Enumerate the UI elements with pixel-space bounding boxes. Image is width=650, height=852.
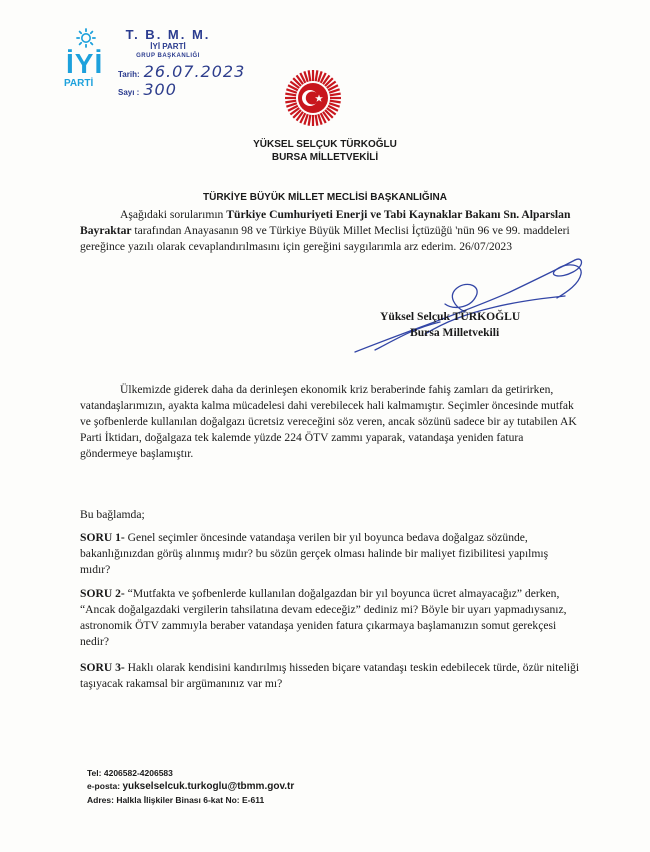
stamp-date-row — [118, 62, 245, 81]
question-1-label: SORU 1- — [80, 531, 125, 544]
question-1-text: Genel seçimler öncesinde vatandaşa verilen bir yıl boyunca bedava doğalgaz sözünde, bakanlığınızdan görüş alınmış mıdır? bu sözün gerçek olması halinde bir maliyet fizibilitesi yapılmış mıdır? — [80, 531, 549, 576]
sender-name: YÜKSEL SELÇUK TÜRKOĞLU — [253, 139, 397, 150]
stamp-number-row — [118, 80, 177, 99]
question-3-text: Haklı olarak kendisini kandırılmış hisseden biçare vatandaşı teskin edebilecek türde, özür niteliği taşıyacak rakamsal bir argümanınız var mı? — [80, 661, 580, 690]
intro-text-2: tarafından Anayasanın 98 ve Türkiye Büyük Millet Meclisi İçtüzüğü 'nün 96 ve 99. maddeleri gereğince yazılı olarak cevaplandırılmasını için gereğini saygılarımla arz ederim. 26/07/2023 — [80, 224, 570, 253]
address-label: Adres: — [87, 795, 114, 805]
contact-address — [87, 795, 264, 805]
tbmm-emblem-icon — [283, 68, 343, 128]
stamp-line-2: İYİ PARTİ — [150, 42, 186, 51]
question-2-text: “Mutfakta ve şofbenlerde kullanılan doğalgazdan bir yıl boyunca ücret almayacağız” derken, “Ancak doğalgazdaki vergilerin tahsilatına devam edeceğiz” dediniz mi? Böyle bir uyarı yapmadıysanız, astronomik ÖTV zammıyla beraber vatandaşa yeniden fatura çıkarmaya başlamanızın somut gerekçesi nedir? — [80, 587, 567, 648]
contact-phone — [87, 768, 173, 778]
logo-wordmark: İYİ — [66, 48, 104, 79]
question-3 — [80, 660, 580, 692]
email-label: e-posta: — [87, 781, 121, 791]
party-stamp — [118, 28, 218, 60]
phone-value: 4206582-4206583 — [103, 768, 173, 778]
logo-subtext: PARTİ — [64, 78, 94, 89]
stamp-line-1: T. B. M. M. — [125, 27, 211, 42]
intro-paragraph — [80, 207, 580, 255]
context-line: Bu bağlamda; — [80, 508, 145, 521]
sun-icon — [76, 28, 96, 48]
contact-email — [87, 781, 294, 792]
sender-title: BURSA MİLLETVEKİLİ — [271, 152, 379, 163]
addressee: TÜRKİYE BÜYÜK MİLLET MECLİSİ BAŞKANLIĞINA — [203, 192, 447, 203]
address-value: Halkla İlişkiler Binası 6-kat No: E-611 — [116, 795, 265, 805]
iyi-party-logo — [62, 28, 108, 92]
phone-label: Tel: — [87, 768, 102, 778]
body-paragraph — [80, 382, 580, 462]
question-1 — [80, 530, 580, 578]
question-3-label: SORU 3- — [80, 661, 125, 674]
stamp-number-value: 300 — [143, 80, 177, 99]
question-2 — [80, 586, 580, 650]
stamp-date-label: Tarih: — [118, 70, 140, 79]
minister-name: Türkiye Cumhuriyeti Enerji ve Tabi Kaynaklar Bakanı Sn. Alparslan Bayraktar — [80, 208, 571, 237]
signature-title: Bursa Milletvekili — [410, 326, 500, 339]
body-text: Ülkemizde giderek daha da derinleşen ekonomik kriz beraberinde fahiş zamları da getirirken, vatandaşlarımızın, ayakta kalma mücadelesi dahi verebilecek hali kalmamıştır. Seçimler öncesinde mutfak ve şofbenlerde kullanılan doğalgazı ücretsiz vereceğini söz veren, ancak sözünü sadece bir ay tutabilen AK Parti İktidarı, doğalgaza tek kalemde yüzde 224 ÖTV zammı yaparak, vatandaşa yeniden fatura göndermeye başlamıştır. — [80, 383, 577, 460]
stamp-date-value: 26.07.2023 — [143, 62, 246, 81]
email-value: yukselselcuk.turkoglu@tbmm.gov.tr — [122, 781, 295, 792]
question-2-label: SORU 2- — [80, 587, 125, 600]
stamp-line-3: GRUP BAŞKANLIĞI — [136, 53, 200, 59]
stamp-number-label: Sayı : — [118, 88, 140, 97]
intro-text-1: Aşağıdaki sorularımın — [120, 208, 227, 221]
signature-name: Yüksel Selçuk TÜRKOĞLU — [380, 310, 521, 323]
handwritten-signature — [345, 252, 590, 362]
